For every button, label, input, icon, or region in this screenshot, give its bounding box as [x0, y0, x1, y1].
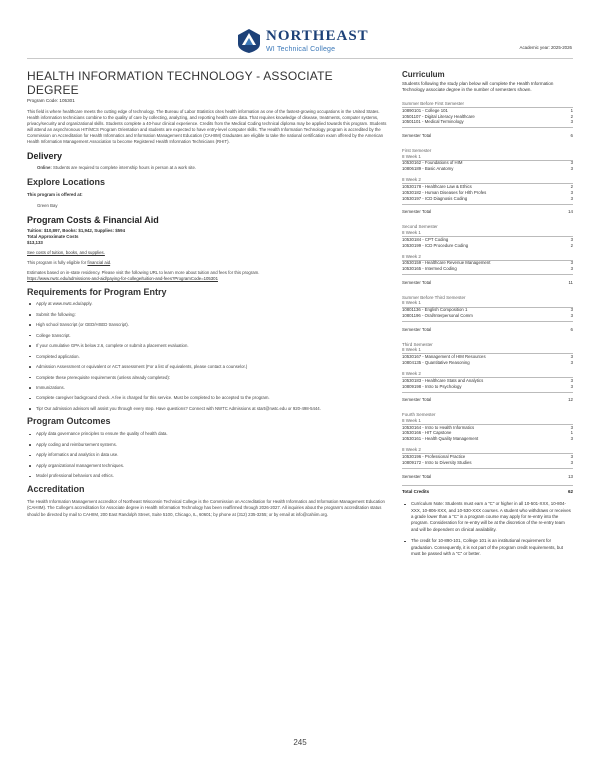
list-item: Apply coding and reimbursement systems. [27, 442, 389, 448]
requirements-list [27, 301, 389, 412]
course-credits: 3 [570, 307, 573, 313]
curriculum-note: The credit for 10-890-101, College 101 is an institutional requirement for graduation. Consequently, it is not part of the program credit requirements, but must be passed with a "C" or better. [402, 538, 573, 557]
course-credits: 3 [570, 166, 573, 172]
course-block [402, 101, 573, 126]
curriculum-column [402, 70, 573, 563]
list-item: Apply organizational management techniques. [27, 463, 389, 469]
list-item: Apply at www.nwtc.edu/apply. [27, 301, 389, 307]
semester-label: 8 Week 1 [402, 300, 421, 306]
course-row [402, 313, 573, 319]
program-details-column [27, 70, 389, 519]
semester-block [402, 224, 573, 284]
total-credits-row [402, 489, 573, 494]
semester-total-label: Semester Total [402, 209, 432, 215]
course-row [402, 460, 573, 466]
delivery-label: Online: [37, 164, 52, 170]
course-name: 10809172 - Intro to Diversity Studies [402, 459, 472, 465]
course-credits: 3 [570, 354, 573, 360]
delivery-heading: Delivery [27, 150, 63, 161]
semester-total-value: 11 [568, 279, 573, 285]
course-name: 10804135 - Quantitative Reasoning [402, 360, 470, 365]
course-credits: 3 [570, 424, 573, 430]
semester-total-label: Semester Total [402, 279, 432, 285]
course-row [402, 119, 573, 125]
course-block [402, 412, 573, 442]
course-name: 10530182 - Human Diseases for Hlth Profes [402, 189, 487, 195]
total-credits-label: Total Credits [402, 489, 430, 495]
course-row [402, 243, 573, 249]
course-name: 10530164 - Intro to Health Informatics [402, 424, 475, 430]
course-name: 10809198 - Intro to Psychology [402, 383, 462, 389]
course-credits: 3 [570, 236, 573, 242]
row-divider [402, 321, 573, 322]
program-title-line1: HEALTH INFORMATION TECHNOLOGY - ASSOCIATE [27, 69, 333, 83]
course-name: 10801196 - Oral/Interpersonal Comm [402, 313, 473, 319]
course-row [402, 166, 573, 172]
financial-aid-text [27, 260, 389, 266]
course-credits: 3 [570, 383, 573, 389]
location-green-bay: Green Bay [37, 202, 58, 208]
semester-label: Summer Before Third Semester [402, 294, 466, 300]
semester-label: 8 Week 1 [402, 229, 421, 235]
list-item: Complete caregiver background check. A fee is charged for this service. Must be completed to be accepted to the program. [27, 395, 389, 401]
page-header [0, 0, 600, 62]
row-divider [402, 274, 573, 275]
course-row [402, 384, 573, 390]
list-item: Submit the following: [27, 312, 389, 318]
tuition-url-link[interactable]: https://www.nwtc.edu/admissions-and-aid/paying-for-college/tuition-and-fees?ProgramCode=105301 [27, 276, 218, 282]
offered-at-label: This program is offered at: [27, 191, 83, 197]
list-item: Completed application. [27, 354, 389, 360]
course-credits: 3 [570, 189, 573, 195]
course-row [402, 436, 573, 442]
semester-total-label: Semester Total [402, 473, 432, 479]
logo-name: NORTHEAST [266, 28, 369, 44]
semester-total-value: 6 [570, 133, 573, 138]
program-title [27, 70, 389, 97]
course-name: 10806189 - Basic Anatomy [402, 166, 454, 172]
semester-total-value: 6 [570, 326, 573, 332]
row-divider [402, 204, 573, 205]
financial-aid-prefix: This program is fully eligible for [27, 259, 88, 265]
course-block [402, 177, 573, 202]
semester-total-value: 12 [568, 397, 573, 403]
list-item: Tip! Our admission advisors will assist you through every step. Have questions? Connect with NWTC Admissions at start@nwtc.edu or 920-498-5444. [27, 406, 389, 412]
costs-heading: Program Costs & Financial Aid [27, 214, 159, 225]
semester-total-row [402, 474, 573, 479]
curriculum-heading: Curriculum [402, 70, 445, 79]
course-row [402, 196, 573, 202]
semester-block [402, 101, 573, 138]
locations-heading: Explore Locations [27, 176, 106, 187]
financial-aid-suffix: . [110, 259, 112, 265]
header-divider [27, 58, 573, 59]
list-item: Model professional behaviors and ethics. [27, 473, 389, 479]
course-name: 10530178 - Healthcare Law & Ethics [402, 183, 472, 189]
estimate-text: Estimates based on in-state residency. Please visit the following URL to learn more about tuition and fees for this program. [27, 269, 260, 275]
logo-subtitle: WI Technical College [266, 46, 336, 53]
semester-label: 8 Week 2 [402, 177, 421, 183]
course-credits: 3 [570, 195, 573, 201]
course-block [402, 224, 573, 248]
course-credits: 2 [570, 183, 573, 189]
course-credits: 3 [570, 454, 573, 460]
semester-total-label: Semester Total [402, 326, 432, 332]
course-name: 10501101 - Medical Terminology [402, 119, 464, 125]
course-row [402, 266, 573, 272]
total-costs-label: Total Approximate Costs [27, 233, 79, 239]
course-credits: 3 [570, 459, 573, 465]
college-logo [236, 26, 396, 56]
curriculum-notes [402, 501, 573, 557]
semester-label: 8 Week 1 [402, 347, 421, 353]
course-credits: 3 [570, 260, 573, 266]
course-credits: 3 [570, 160, 573, 166]
accreditation-text: The Health Information Management accreditor of Northeast Wisconsin Technical College is the Commission on Accreditation for Health Informatics and Information Management Education (CAHIIM). The College's accreditation for Associate degree in Health Information Technology has been reaffirmed through 2026-2027. All inquiries about the program's accreditation status should be directed by mail to CAHIIM, 200 East Randolph Street, Suite 5100, Chicago, IL, 60601; by phone at (312) 235-3255; or by email at info@cahiim.org. [27, 498, 385, 518]
total-credits-value: 62 [567, 489, 573, 495]
semester-label: Third Semester [402, 341, 433, 347]
course-name: 10530197 - ICD Diagnosis Coding [402, 195, 468, 201]
list-item: Admission Assessment or equivalent or ACT assessment (For a list of equivalents, please contact a counselor.) [27, 364, 389, 370]
course-name: 10530184 - CPT Coding [402, 236, 449, 242]
list-item: Apply informatics and analytics in data use. [27, 452, 389, 458]
semester-total-row [402, 209, 573, 214]
delivery-description: Students are required to complete internship hours in person at a work site. [53, 164, 197, 170]
semester-label: 8 Week 2 [402, 253, 421, 259]
course-credits: 2 [570, 242, 573, 248]
course-name: 10801136 - English Composition 1 [402, 307, 468, 313]
program-title-line2: DEGREE [27, 82, 79, 97]
course-name: 10530183 - Healthcare Stats and Analytics [402, 377, 484, 383]
course-name: 10530166 - HIT Capstone [402, 430, 452, 436]
course-block [402, 148, 573, 172]
semester-label: 8 Week 1 [402, 417, 421, 423]
semester-total-label: Semester Total [402, 397, 432, 403]
course-name: 10530199 - ICD Procedure Coding [402, 242, 469, 248]
semester-total-row [402, 327, 573, 332]
page-number: 245 [293, 738, 307, 747]
semester-block [402, 412, 573, 478]
requirements-heading: Requirements for Program Entry [27, 287, 167, 298]
semester-label: Fourth Semester [402, 412, 436, 418]
semester-label: Second Semester [402, 224, 438, 230]
program-description: This field is where healthcare meets the cutting edge of technology. The Bureau of Labor Statistics cites health information as one of the fastest-growing occupations in the United States. Health information technicians combine to the quality of care by collecting, analyzing, and reporting health care data. That requires knowledge of disease, treatments, computer systems, privacy/security and organizational skills. Students complete a 40-hour clinical experience. Credits from the Medical Coding technical diploma may be applied towards this program. Students will attend an asynchronous HIT/MCS Program Orientation and students are expected to have entry-level computer skills. The Health Information Technology program is accredited by the Commission on Accreditation for Health Informatics and Information Management Education (CAHIIM) Graduates are eligible to take the national certification exam offered by the American Health Information Management Association to become Registered Health Information Technicians (RHIT). [27, 109, 387, 145]
course-name: 10530161 - Health Quality Management [402, 436, 479, 442]
semester-total-value: 13 [568, 473, 573, 479]
semester-total-row [402, 397, 573, 402]
list-item: Complete these prerequisite requirements (unless already completed): [27, 375, 389, 381]
financial-aid-link[interactable]: financial aid [87, 259, 111, 265]
academic-year: Academic year: 2025-2026 [519, 45, 572, 50]
semester-total-row [402, 133, 573, 138]
course-credits: 2 [570, 113, 573, 119]
semester-total-value: 14 [568, 209, 573, 215]
course-credits: 1 [570, 107, 573, 113]
course-credits: 1 [570, 430, 573, 436]
course-credits: 3 [570, 119, 573, 125]
list-item: College transcript. [27, 333, 389, 339]
list-item: Immunizations. [27, 385, 389, 391]
course-name: 10530162 - Foundations of HIM [402, 160, 463, 166]
course-credits: 3 [570, 436, 573, 442]
course-credits: 3 [570, 266, 573, 272]
tuition-line: Tuition: $10,897, Books: $1,942, Supplies: $594 [27, 227, 126, 233]
semester-total-label: Semester Total [402, 133, 432, 138]
list-item: High school transcript (or GED/HSED transcript). [27, 322, 389, 328]
course-block [402, 295, 573, 319]
course-name: 10530165 - Intermed Coding [402, 266, 457, 272]
row-divider [402, 392, 573, 393]
semester-label: 8 Week 2 [402, 370, 421, 376]
course-credits: 3 [570, 377, 573, 383]
semester-label: First Semester [402, 148, 432, 153]
logo-shield-icon [236, 28, 262, 54]
course-name: 10890101 - College 101 [402, 107, 448, 113]
semester-block [402, 295, 573, 332]
list-item: If your cumulative GPA is below 2.6, complete or submit a placement evaluation. [27, 343, 389, 349]
course-block [402, 447, 573, 466]
see-costs-link[interactable]: See costs of tuition, books, and supplies. [27, 249, 105, 255]
course-credits: 3 [570, 313, 573, 319]
program-code: Program Code: 105301 [27, 98, 75, 103]
course-name: 10530196 - Professional Practice [402, 454, 466, 460]
semester-label: Summer Before First Semester [402, 100, 465, 106]
delivery-text [27, 165, 389, 171]
curriculum-table [402, 101, 573, 479]
semester-block [402, 148, 573, 214]
list-item: Apply data governance principles to ensure the quality of health data. [27, 431, 389, 437]
total-costs-value: $13,133 [27, 239, 43, 245]
outcomes-list [27, 431, 389, 479]
course-name: 10501107 - Digital Literacy Healthcare [402, 113, 475, 119]
curriculum-intro: Students following the study plan below will complete the Health Information Technology associate degree in the number of semesters shown. [402, 81, 554, 93]
course-block [402, 342, 573, 366]
course-name: 10530167 - Management of HIM Resources [402, 354, 486, 360]
course-name: 10530159 - Healthcare Revenue Management [402, 260, 491, 266]
row-divider [402, 127, 573, 128]
semester-total-row [402, 280, 573, 285]
course-block [402, 371, 573, 390]
row-divider [402, 468, 573, 469]
outcomes-heading: Program Outcomes [27, 416, 111, 427]
curriculum-note: Curriculum Note: Students must earn a "C" or higher in all 10-501-XXX, 10-804-XXX, 10-806-XXX, and 10-530-XXX courses. A student who withdraws or receives a grade lower than a "C" in a program course may apply for re-entry into the program. Consideration for re-entry will be at the discretion of the re-entry team and will be dependent on clinical availability. [402, 501, 573, 533]
accreditation-heading: Accreditation [27, 483, 85, 494]
total-credits-divider [402, 485, 573, 486]
semester-label: 8 Week 1 [402, 153, 421, 159]
course-credits: 3 [570, 360, 573, 365]
course-row [402, 360, 573, 366]
semester-block [402, 342, 573, 402]
course-block [402, 254, 573, 273]
semester-label: 8 Week 2 [402, 447, 421, 453]
